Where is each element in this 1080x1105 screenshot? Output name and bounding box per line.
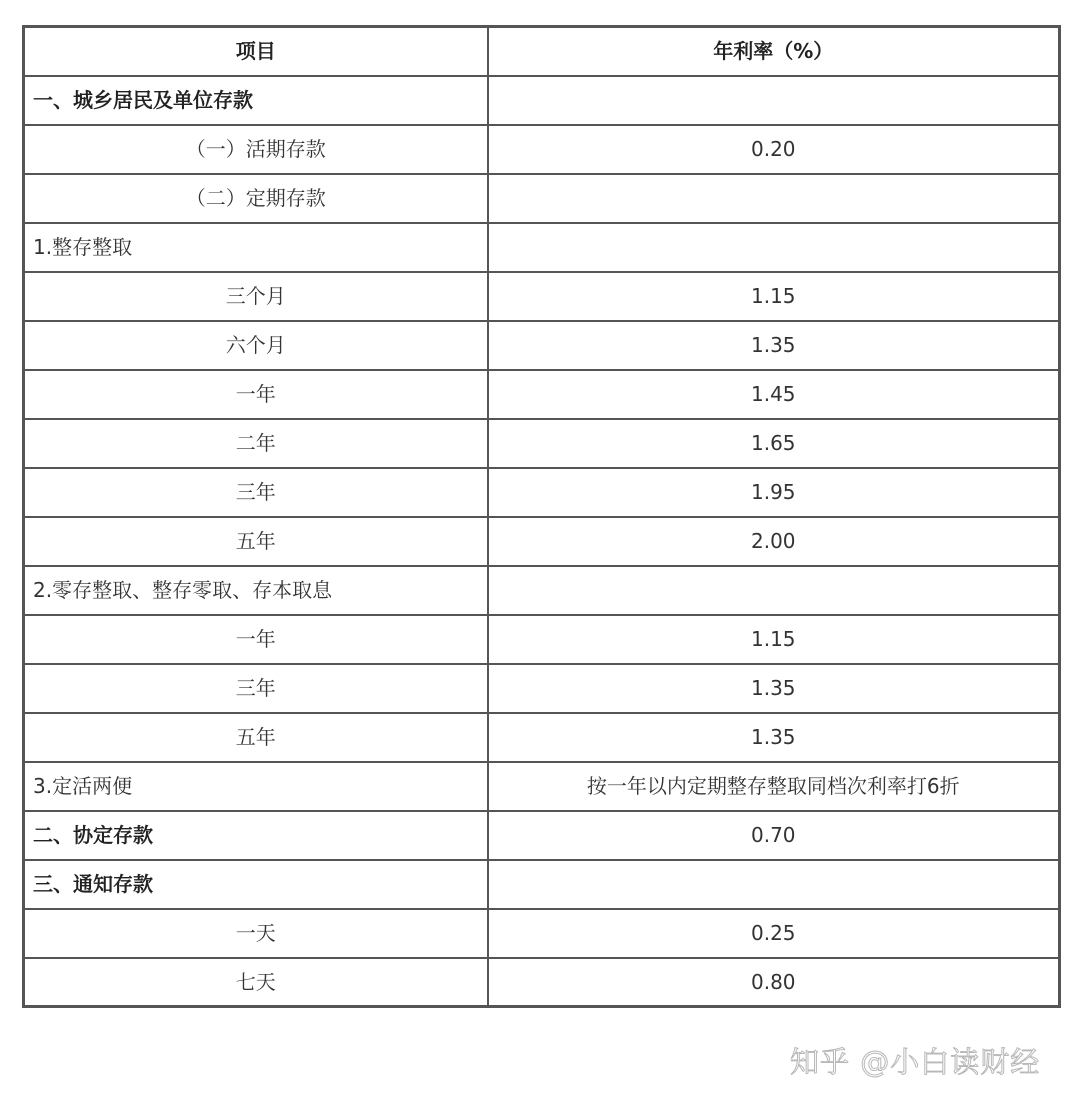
rate-cell: 1.65	[488, 419, 1060, 468]
item-cell: 一年	[24, 370, 488, 419]
deposit-rate-table	[22, 25, 1061, 1008]
table-row	[24, 125, 1060, 174]
rate-cell	[488, 566, 1060, 615]
rate-cell: 2.00	[488, 517, 1060, 566]
table-row	[24, 223, 1060, 272]
rate-cell: 0.25	[488, 909, 1060, 958]
item-cell: 一、城乡居民及单位存款	[24, 76, 488, 125]
rate-cell	[488, 860, 1060, 909]
table-row	[24, 664, 1060, 713]
item-cell: 七天	[24, 958, 488, 1007]
rate-cell: 0.70	[488, 811, 1060, 860]
item-cell: 一天	[24, 909, 488, 958]
rate-cell	[488, 223, 1060, 272]
item-cell: 三、通知存款	[24, 860, 488, 909]
table-row	[24, 909, 1060, 958]
table-row	[24, 811, 1060, 860]
table-row	[24, 76, 1060, 125]
rate-cell	[488, 76, 1060, 125]
item-cell: 1.整存整取	[24, 223, 488, 272]
header-annual-rate: 年利率（%）	[488, 27, 1060, 76]
item-cell: 一年	[24, 615, 488, 664]
table-row	[24, 713, 1060, 762]
table-row	[24, 615, 1060, 664]
table-header-row	[24, 27, 1060, 76]
item-cell: （一）活期存款	[24, 125, 488, 174]
item-cell: 二年	[24, 419, 488, 468]
rate-cell: 1.35	[488, 713, 1060, 762]
item-cell: 二、协定存款	[24, 811, 488, 860]
item-cell: 五年	[24, 517, 488, 566]
item-cell: 三年	[24, 664, 488, 713]
table-row	[24, 958, 1060, 1007]
rate-cell: 0.20	[488, 125, 1060, 174]
rate-cell: 按一年以内定期整存整取同档次利率打6折	[488, 762, 1060, 811]
table-row	[24, 517, 1060, 566]
table-body	[24, 76, 1060, 1007]
rate-cell: 1.95	[488, 468, 1060, 517]
rate-cell: 1.15	[488, 615, 1060, 664]
header-item: 项目	[24, 27, 488, 76]
item-cell: 2.零存整取、整存零取、存本取息	[24, 566, 488, 615]
table-row	[24, 566, 1060, 615]
item-cell: 3.定活两便	[24, 762, 488, 811]
table-row	[24, 272, 1060, 321]
table-row	[24, 468, 1060, 517]
rate-cell: 1.35	[488, 321, 1060, 370]
item-cell: 三个月	[24, 272, 488, 321]
item-cell: （二）定期存款	[24, 174, 488, 223]
rate-cell: 1.35	[488, 664, 1060, 713]
item-cell: 三年	[24, 468, 488, 517]
table-row	[24, 321, 1060, 370]
item-cell: 六个月	[24, 321, 488, 370]
item-cell: 五年	[24, 713, 488, 762]
table-row	[24, 174, 1060, 223]
table-row	[24, 762, 1060, 811]
table-row	[24, 419, 1060, 468]
rate-cell: 1.15	[488, 272, 1060, 321]
watermark: 知乎 @小白读财经	[790, 1045, 1041, 1079]
table-row	[24, 370, 1060, 419]
rate-cell	[488, 174, 1060, 223]
rate-cell: 0.80	[488, 958, 1060, 1007]
table-row	[24, 860, 1060, 909]
rate-cell: 1.45	[488, 370, 1060, 419]
